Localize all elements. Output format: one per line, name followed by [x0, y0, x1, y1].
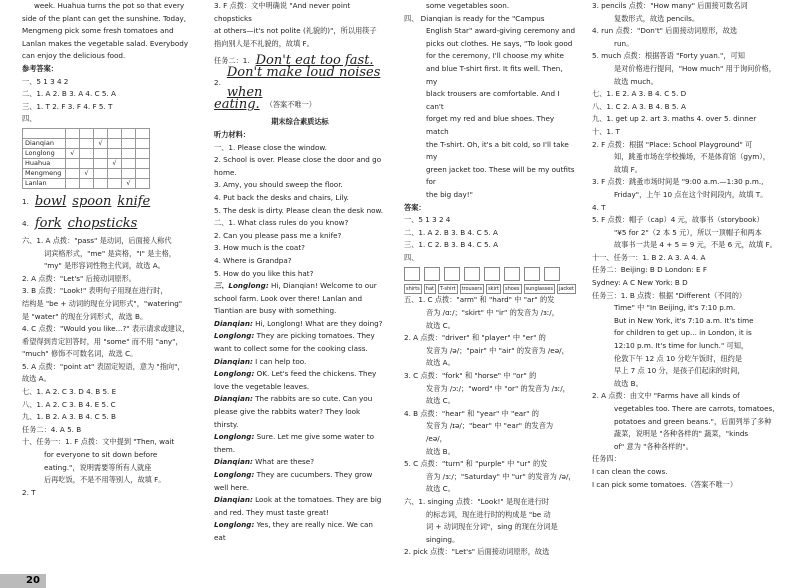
clothes-labels: [404, 284, 576, 294]
note-line: "my" 是形容词性物主代词，故选 A。: [44, 261, 165, 271]
note-line: 结构是 "be + 动词的现在分词形式"，"watering": [22, 298, 183, 308]
note-line: 故选 B。: [426, 446, 455, 456]
note-line: 12:10 p.m. It's time for lunch." 可知，: [614, 341, 749, 351]
note-line: 4. B 点拨："hear" 和 "year" 中 "ear" 的: [404, 408, 539, 418]
dialog: [214, 280, 386, 544]
answer-line: 九、1. B 2. A 3. B 4. C 5. B: [22, 412, 116, 422]
dialog-text: What are these?: [255, 457, 315, 467]
answer-line: 一、5 1 3 2 4: [404, 215, 451, 225]
dialog-text: Hi, Longlong! What are they doing?: [255, 318, 383, 328]
answer-line: 四、: [22, 114, 37, 124]
clothes-label: T-shirt: [440, 286, 456, 293]
speaker: 三、Longlong:: [214, 281, 269, 291]
para-line: black trousers are comfortable. And I can't: [426, 89, 560, 111]
speaker: Dianqian:: [214, 394, 253, 404]
answer-line: 三、1. T 2. F 3. F 4. F 5. T: [22, 101, 113, 111]
dialog-line: [214, 431, 386, 456]
section-title: 期末综合素质达标: [271, 117, 329, 127]
note-line: 后再吃饭，不是不用等别人，故填 F。: [44, 475, 166, 485]
hw-sentence: eating.: [214, 97, 260, 113]
speaker: Longlong:: [214, 369, 255, 379]
answer-line: 七、1. E 2. A 3. B 4. C 5. D: [592, 89, 687, 99]
answer-line: I can pick some tomatoes.（答案不唯一）: [592, 479, 738, 489]
dialog-text: Look at the tomatoes. They are big and red. They must taste great!: [214, 495, 382, 517]
answer-line: 一、5 1 3 4 2: [22, 76, 69, 86]
sunglasses-image: [524, 267, 540, 281]
note-line: 音为 /ɜː/；"Saturday" 中 "ur" 的发音为 /ə/，: [426, 471, 576, 481]
hw-word: bowl: [34, 193, 67, 209]
clothes-label: hat: [425, 286, 434, 293]
column-1: [22, 0, 198, 499]
jacket-image: [544, 267, 560, 281]
note-line: 故选 C。: [426, 320, 455, 330]
dialog-line: [214, 393, 386, 431]
note-line: 2. A 点拨："Let's" 后接动词原形。: [22, 273, 136, 283]
note-line: 发音为 /ə/；"pair" 中 "air" 的发音为 /eə/，: [426, 345, 569, 355]
hw-word: spoon: [72, 193, 112, 209]
shoes-image: [504, 267, 520, 281]
note-line: 3. C 点拨："fork" 和 "horse" 中 "or" 的: [404, 371, 537, 381]
column-2: [214, 0, 386, 545]
note-line: 3. B 点拨："Look!" 表明句子用现在进行时，: [22, 286, 168, 296]
note-line: for everyone to sit down before: [44, 450, 158, 460]
note-line: 5. much 点拨：根据答语 "Forty yuan."，可知: [592, 51, 745, 61]
note-line: 2. A 点拨："driver" 和 "player" 中 "er" 的: [404, 333, 546, 343]
answer-line: 三、1. C 2. B 3. B 4. C 5. A: [404, 240, 499, 250]
note-line: 词宾格形式，"me" 是宾格，"I" 是主格，: [44, 248, 176, 258]
answer-line: 七、1. A 2. C 3. D 4. B 5. E: [22, 387, 117, 397]
speaker: Longlong:: [214, 520, 255, 530]
note-line: 3. pencils 点拨："How many" 后面接可数名词: [592, 1, 748, 10]
note-line: "¥5 for 2"（2 本 5 元），所以一顶帽子和两本: [614, 227, 762, 237]
hw-number: 4.: [22, 218, 29, 228]
clothes-label: shirts: [406, 286, 420, 293]
note-line: 5. A 点拨："point at" 表固定短语，意为 "指向"，: [22, 361, 185, 371]
hw-word: knife: [117, 193, 151, 209]
para-line: 四、 Dianqian is ready for the "Campus: [404, 13, 545, 23]
note-line: "much" 修饰不可数名词，故选 C。: [22, 349, 138, 359]
dialog-text: OK. Let's feed the chickens. They love the vegetable leaves.: [214, 369, 377, 391]
section-heading: 答案：: [404, 202, 426, 212]
note-line: 复数形式，故选 pencils。: [614, 13, 700, 23]
note-line: 知，跳蚤市场在学校操场，不是体育馆（gym），: [614, 152, 770, 162]
hw-number: 1.: [22, 196, 29, 206]
skirt-image: [484, 267, 500, 281]
note-line: 词 + 动词现在分词"，sing 的现在分词是: [426, 522, 558, 532]
para-line: the T-shirt. Oh, it's a bit cold, so I'll take my: [426, 139, 569, 162]
para-line: the big day!": [426, 189, 473, 199]
answer-table: [22, 128, 150, 189]
clothes-images: [404, 267, 576, 281]
text-line: can enjoy the delicious food.: [22, 51, 126, 61]
text-line: side of the plant can get the sunshine. Today,: [22, 13, 187, 23]
dialog-line: [214, 356, 386, 369]
check-mark: √: [80, 168, 94, 178]
speaker: Dianqian:: [214, 495, 253, 505]
dialog-line: [214, 368, 386, 393]
note-line: 十、任务一：1. F 点拨：文中提到 "Then, wait: [22, 437, 175, 447]
note-line: Time" 中 "In Beijing, it's 7:10 p.m.: [614, 303, 736, 313]
note-line: 是对价格进行提问，"How much" 用于询问价格，: [614, 63, 776, 73]
answer-line: 2. T: [22, 487, 36, 497]
note-line: 指向别人是不礼貌的，故填 F。: [214, 38, 314, 48]
para-line: English Star" award-giving ceremony and: [426, 26, 576, 36]
clothes-label: sunglasses: [525, 286, 553, 293]
answer-line: 八、1. A 2. C 3. B 4. E 5. C: [22, 399, 116, 409]
para-line: green jacket too. These will be my outfits for: [426, 164, 575, 187]
column-3: [404, 0, 576, 559]
item-line: 3. Amy, you should sweep the floor.: [214, 180, 343, 190]
table-row-name: Huahua: [23, 158, 66, 168]
note-line: 4. run 点拨："Don't" 后面接动词原形，故选: [592, 26, 738, 36]
note-line: 故选 A。: [426, 358, 455, 368]
note-line: 故事书一共是 4 + 5 = 9 元，不是 6 元，故填 F。: [614, 240, 777, 250]
item-line: 2. Can you please pass me a knife?: [214, 230, 342, 240]
note-line: 故选 A。: [22, 374, 51, 384]
note-line: 5. F 点拨：帽子（cap）4 元，故事书（storybook）: [592, 215, 764, 225]
note-line: 蔬菜，说明是 "各种各样的" 蔬菜，"kinds: [614, 429, 749, 439]
note-line: eating."，说明需要等所有人就座: [44, 462, 152, 472]
note-line: 2. F 点拨：根据 "Place: School Playground" 可: [592, 139, 753, 149]
handwriting-row-2: [22, 213, 198, 235]
table-row-name: Mengmeng: [23, 168, 66, 178]
answer-line: 二、1. A 2. B 3. B 4. C 5. A: [404, 227, 498, 237]
handwriting-row-1: [22, 191, 198, 213]
note-line: 六、1. singing 点拨："Look!" 是现在进行时: [404, 496, 550, 506]
note-line: Friday"，上午 10 点在这个时间段内，故填 T。: [614, 189, 768, 199]
note-line: for children to get up... in London, it is: [614, 328, 752, 338]
task-label: 任务四：: [592, 454, 621, 464]
answer-line: 四、: [404, 252, 419, 262]
shirt-image: [404, 267, 420, 281]
note-line: 是 "water" 的现在分词形式，故选 B。: [22, 311, 148, 321]
answer-line: 十、1. T: [592, 126, 620, 136]
dialog-line: [214, 318, 386, 331]
item-line: 一、1. Please close the window.: [214, 142, 327, 152]
note-line: of" 意为 "各种各样的"。: [614, 441, 693, 451]
note-line: 发音为 /ɪə/；"bear" 中 "ear" 的发音为 /eə/，: [426, 421, 554, 443]
answer-line: 九、1. get up 2. art 3. maths 4. over 5. dinner: [592, 114, 757, 124]
check-mark: √: [122, 178, 136, 188]
note-line: vegetables too. There are carrots, tomatoes,: [614, 404, 775, 413]
speaker: Dianqian:: [214, 318, 253, 328]
para-line: forget my red and blue shoes. They match: [426, 114, 555, 136]
note-line: 故选 C。: [426, 396, 455, 406]
dialog-text: I can help too.: [255, 356, 307, 366]
page-number: 20: [0, 574, 46, 588]
dialog-text: The rabbits are so cute. Can you please give the rabbits water? They look thirsty.: [214, 394, 373, 429]
hw-sentence: Don't make loud noises when: [226, 65, 381, 101]
note-line: 音为 /ɑː/；"skirt" 中 "ir" 的发音为 /ɜː/，: [426, 308, 559, 318]
note-line: 五、1. C 点拨："arm" 和 "hard" 中 "ar" 的发: [404, 295, 555, 305]
dialog-line: [214, 494, 386, 519]
column-4: [592, 0, 782, 491]
answer-line: I can clean the cows.: [592, 466, 668, 476]
answer-line: 十一、任务一：1. B 2. A 3. A 4. A: [592, 252, 706, 262]
para-line: picks out clothes. He says, "To look good: [426, 38, 573, 48]
text-line: week. Huahua turns the pot so that every: [34, 1, 185, 10]
item-line: 5. The desk is dirty. Please clean the desk now.: [214, 205, 384, 215]
note-line: 任务三：1. B 点拨：根据 "Different（不同的）: [592, 290, 747, 300]
note-line: 故选 C。: [426, 484, 455, 494]
hw-word: fork: [34, 215, 62, 231]
note-line: 故选 B。: [614, 378, 643, 388]
speaker: Dianqian:: [214, 356, 253, 366]
dialog-text: They are cucumbers. They grow well here.: [214, 470, 373, 492]
note-line: 3. F 点拨：文中明确说 "And never point chopsticks: [214, 1, 351, 23]
note-line: 2. pick 点拨："Let's" 后面接动词原形，故选: [404, 547, 550, 557]
note-line: run。: [614, 38, 634, 48]
note-line: 2. A 点拨：由文中 "Farms have all kinds of: [592, 391, 740, 401]
note-line: 的标志词，现在进行时的构成是 "be 动: [426, 509, 551, 519]
note-line: potatoes and green beans."，后面列举了多种: [614, 416, 772, 426]
speaker: Longlong:: [214, 331, 255, 341]
note-line: 故填 F。: [614, 164, 642, 174]
dialog-line: [214, 330, 386, 355]
hat-image: [424, 267, 440, 281]
note: （答案不唯一）: [265, 100, 316, 110]
hw-number: 2.: [214, 78, 221, 88]
para-line: for the ceremony, I'll choose my white: [426, 51, 564, 61]
tshirt-image: [444, 267, 460, 281]
trousers-image: [464, 267, 480, 281]
item-line: 3. How much is the coat?: [214, 243, 305, 253]
dialog-line: [214, 469, 386, 494]
answer-line: 任务二：4. A 5. B: [22, 424, 82, 434]
dialog-text: They are picking tomatoes. They want to collect some for the cooking class.: [214, 331, 375, 354]
note-line: 4. C 点拨："Would you like...?" 表示请求或建议，: [22, 324, 190, 334]
answer-line: 4. T: [592, 202, 606, 212]
dialog-text: Sure. Let me give some water to them.: [214, 432, 374, 454]
text-line: Lanlan makes the vegetable salad. Everybody: [22, 38, 189, 48]
item-line: 二、1. What class rules do you know?: [214, 218, 349, 228]
speaker: Longlong:: [214, 470, 255, 479]
answer-line: 二、1. A 2. B 3. A 4. C 5. A: [22, 89, 116, 99]
item-line: 4. Put back the desks and chairs, Lily.: [214, 192, 349, 202]
para-line: and blue T-shirt first. It fits well. Then, my: [426, 63, 563, 86]
note-line: 故选 much。: [614, 76, 658, 86]
item-line: 4. Where is Grandpa?: [214, 255, 292, 265]
note-line: 3. F 点拨：跳蚤市场时间是 "9:00 a.m.—1:30 p.m.,: [592, 177, 764, 187]
item-line: 5. How do you like this hat?: [214, 268, 314, 278]
hw-word: chopsticks: [67, 215, 138, 231]
task-label: 任务二：1.: [214, 56, 250, 66]
dialog-line: [214, 280, 386, 318]
dialog-text: Hi, Dianqian! Welcome to our school farm. Look over there! Lanlan and Tiantian are busy with something.: [214, 281, 377, 316]
dialog-line: [214, 519, 386, 544]
section-heading: 参考答案：: [22, 63, 58, 73]
text-line: Mengmeng pick some fresh tomatoes and: [22, 26, 174, 36]
answer-line: Sydney: A C New York: B D: [592, 278, 688, 288]
hw-sentence: Don't eat too fast.: [255, 53, 374, 69]
clothes-label: trousers: [461, 286, 483, 293]
check-mark: √: [66, 148, 80, 158]
speaker: Dianqian:: [214, 457, 253, 467]
note-line: 六、1. A 点拨："pass" 是动词，后面接人称代: [22, 235, 172, 245]
note-line: 发音为 /ɔː/；"word" 中 "or" 的发音为 /ɜː/，: [426, 383, 570, 393]
clothes-label: jacket: [558, 286, 574, 293]
note-line: 早上 7 点 10 分，是孩子们起床的时间，: [614, 366, 745, 376]
note-line: 伦敦下午 12 点 10 分吃午饭时，纽约是: [614, 353, 743, 363]
text-line: some vegetables soon.: [426, 1, 510, 10]
speaker: Longlong:: [214, 432, 255, 442]
clothes-label: shoes: [504, 286, 520, 293]
answer-line: 任务二：Beijing: B D London: E F: [592, 265, 707, 275]
note-line: 5. C 点拨："turn" 和 "purple" 中 "ur" 的发: [404, 459, 548, 469]
table-row-name: Lanlan: [23, 178, 66, 188]
dialog-text: Yes, they are really nice. We can eat: [214, 520, 373, 542]
section-heading: 听力材料：: [214, 129, 250, 139]
note-line: singing。: [426, 534, 460, 544]
check-mark: √: [108, 158, 122, 168]
check-mark: √: [94, 138, 108, 148]
answer-line: 八、1. C 2. A 3. B 4. B 5. A: [592, 101, 686, 111]
table-row-name: Longlong: [23, 148, 66, 158]
note-line: at others—it's not polite (礼貌的)"，所以用筷子: [214, 26, 377, 36]
note-line: But in New York, it's 7:10 a.m. It's time: [614, 315, 754, 325]
item-line: 2. School is over. Please close the door and go home.: [214, 155, 382, 177]
table-row-name: Dianqian: [23, 138, 66, 148]
note-line: 希望得到肯定回答时，用 "some" 而不用 "any"，: [22, 336, 183, 346]
clothes-label: skirt: [488, 286, 499, 293]
handwriting-task2-2: [214, 65, 386, 101]
dialog-line: [214, 456, 386, 469]
